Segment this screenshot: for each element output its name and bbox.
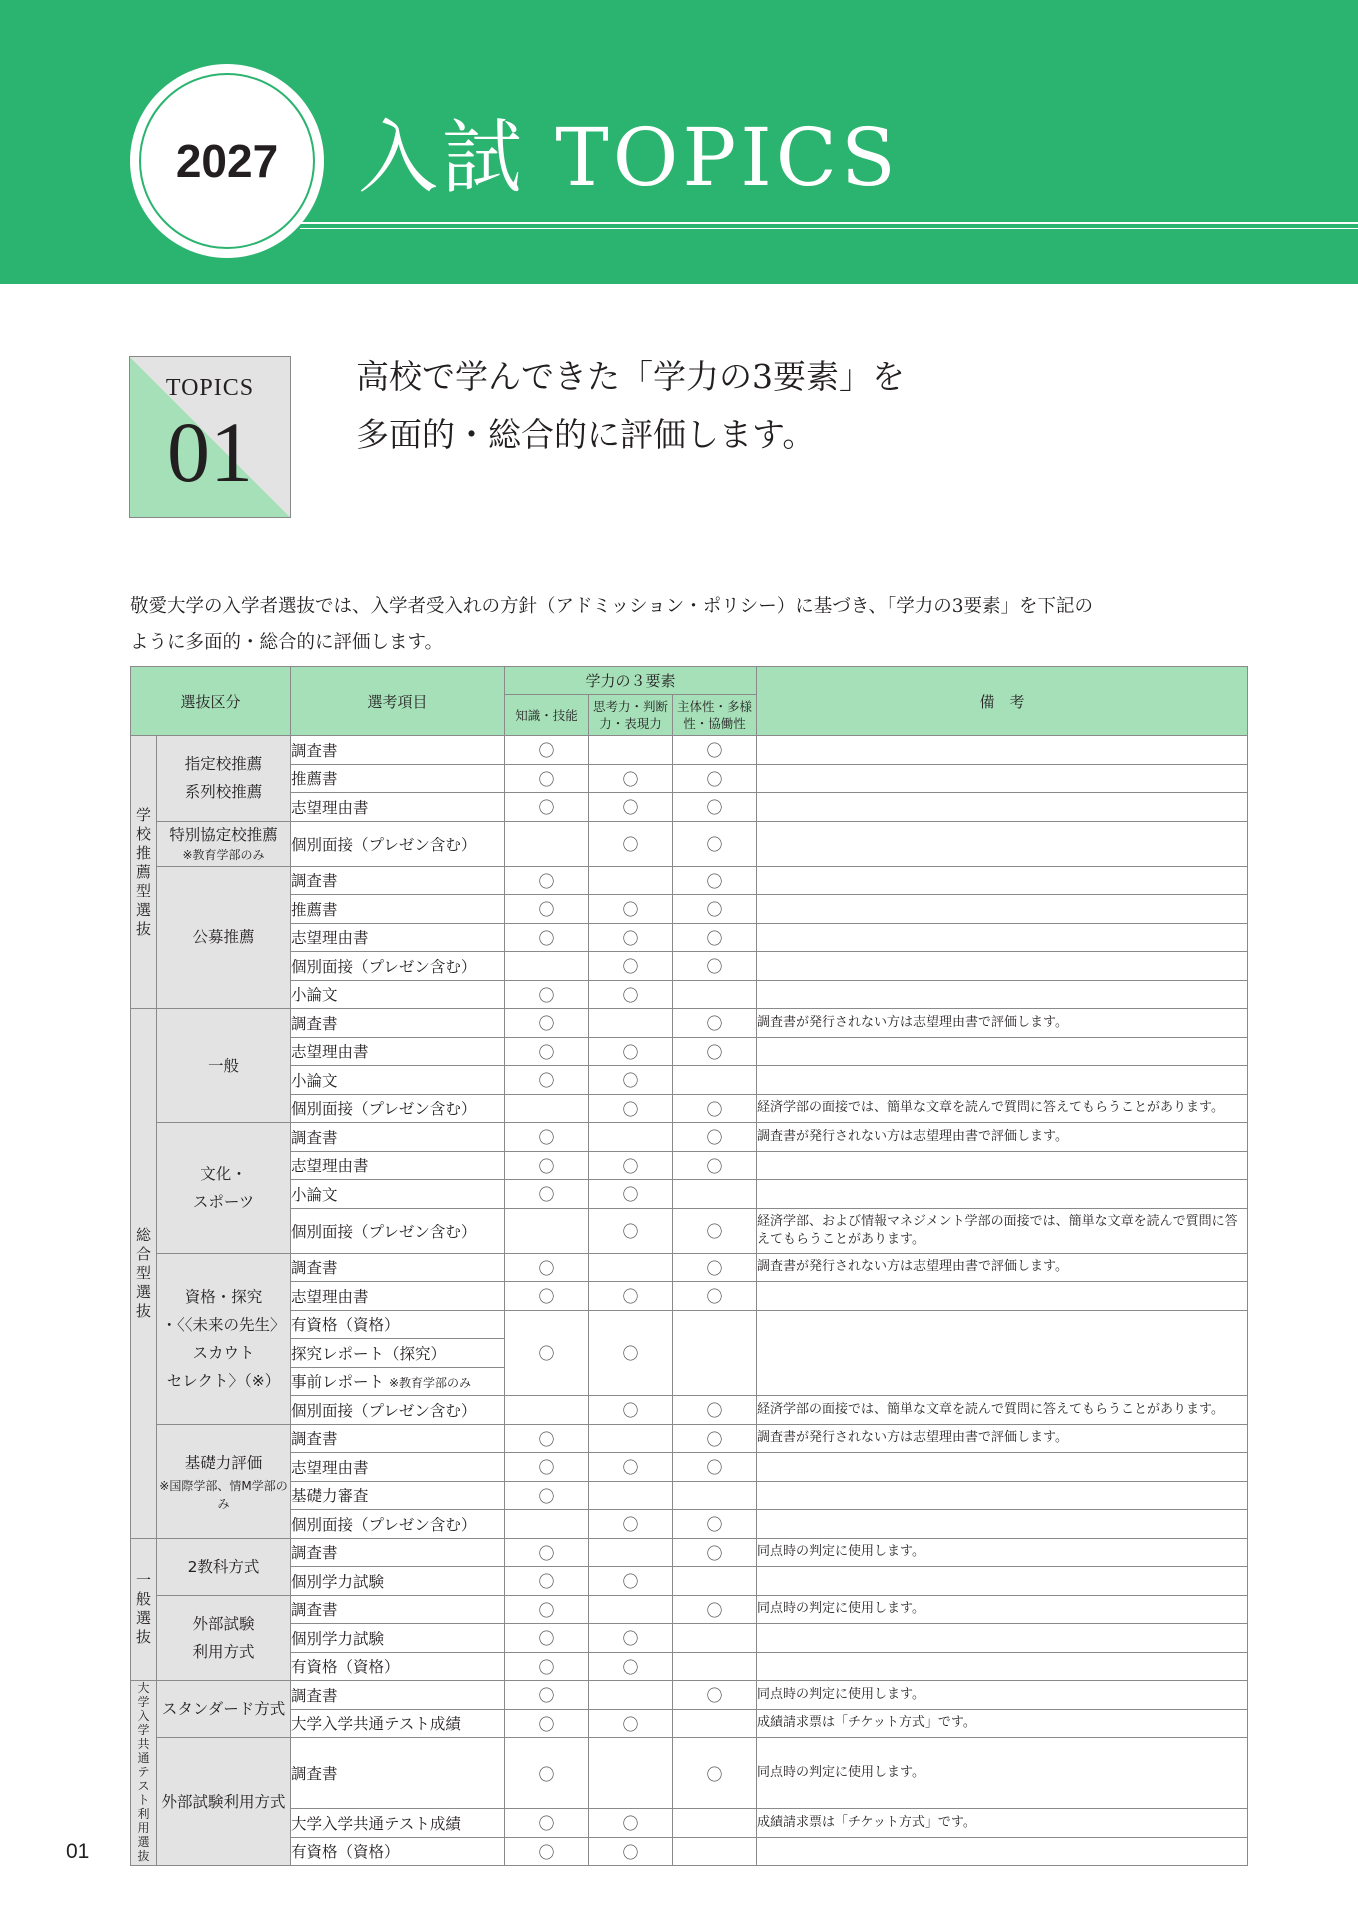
mark-initiative: 〇 — [673, 1208, 757, 1253]
mark-knowledge: 〇 — [505, 1009, 589, 1038]
mark-initiative — [673, 1481, 757, 1510]
note-cell: 経済学部の面接では、簡単な文章を読んで質問に答えてもらうことがあります。 — [757, 1094, 1248, 1123]
mark-knowledge: 〇 — [505, 1310, 589, 1396]
item-cell: 個別面接（プレゼン含む） — [291, 1094, 505, 1123]
header-rule-bottom — [300, 228, 1358, 229]
mark-initiative: 〇 — [673, 764, 757, 793]
item-cell: 有資格（資格） — [291, 1652, 505, 1681]
mark-thinking — [589, 1481, 673, 1510]
mark-knowledge: 〇 — [505, 1709, 589, 1738]
group-designated: 指定校推薦 系列校推薦 — [157, 736, 291, 822]
mark-initiative — [673, 980, 757, 1009]
mark-knowledge: 〇 — [505, 1123, 589, 1152]
item-cell: 個別面接（プレゼン含む） — [291, 1510, 505, 1539]
mark-thinking — [589, 1681, 673, 1710]
mark-initiative: 〇 — [673, 1151, 757, 1180]
mark-knowledge: 〇 — [505, 1424, 589, 1453]
note-cell: 成績請求票は「チケット方式」です。 — [757, 1709, 1248, 1738]
mark-knowledge: 〇 — [505, 1453, 589, 1482]
mark-thinking: 〇 — [589, 1282, 673, 1311]
headline-line2: 多面的・総合的に評価します。 — [356, 415, 816, 454]
header-thinking: 思考力・判断力・表現力 — [589, 695, 673, 736]
mark-thinking — [589, 1009, 673, 1038]
group-standard: スタンダード方式 — [157, 1681, 291, 1738]
item-cell: 推薦書 — [291, 895, 505, 924]
mark-thinking: 〇 — [589, 1094, 673, 1123]
item-cell: 有資格（資格） — [291, 1310, 505, 1339]
mark-knowledge: 〇 — [505, 866, 589, 895]
mark-initiative: 〇 — [673, 1009, 757, 1038]
mark-initiative: 〇 — [673, 736, 757, 765]
note-cell: 経済学部の面接では、簡単な文章を読んで質問に答えてもらうことがあります。 — [757, 1396, 1248, 1425]
note-cell: 調査書が発行されない方は志望理由書で評価します。 — [757, 1253, 1248, 1282]
mark-knowledge: 〇 — [505, 1282, 589, 1311]
page-number: 01 — [66, 1840, 90, 1863]
mark-knowledge: 〇 — [505, 1809, 589, 1838]
mark-thinking: 〇 — [589, 1151, 673, 1180]
note-cell — [757, 866, 1248, 895]
item-cell: 小論文 — [291, 980, 505, 1009]
item-cell: 志望理由書 — [291, 1037, 505, 1066]
header-category: 選抜区分 — [131, 667, 291, 736]
mark-initiative — [673, 1567, 757, 1596]
note-cell: 調査書が発行されない方は志望理由書で評価します。 — [757, 1424, 1248, 1453]
section-school: 学校推薦型選抜 — [131, 736, 157, 1009]
group-two-subject: 2教科方式 — [157, 1538, 291, 1595]
intro-line2: ように多面的・総合的に評価します。 — [130, 632, 444, 653]
year-circle-ring — [139, 73, 315, 249]
item-cell: 調査書 — [291, 1009, 505, 1038]
note-cell — [757, 1837, 1248, 1866]
mark-knowledge: 〇 — [505, 1481, 589, 1510]
mark-thinking — [589, 736, 673, 765]
mark-initiative: 〇 — [673, 1123, 757, 1152]
mark-thinking: 〇 — [589, 895, 673, 924]
group-qualification: 資格・探究 ・〈〈未来の先生〉 スカウト セレクト〉（※） — [157, 1253, 291, 1424]
topics-badge-label: TOPICS — [165, 375, 255, 401]
note-cell: 調査書が発行されない方は志望理由書で評価します。 — [757, 1123, 1248, 1152]
item-cell: 志望理由書 — [291, 1151, 505, 1180]
item-cell: 小論文 — [291, 1066, 505, 1095]
mark-thinking — [589, 1123, 673, 1152]
note-cell — [757, 793, 1248, 822]
note-cell — [757, 821, 1248, 866]
item-cell: 個別学力試験 — [291, 1567, 505, 1596]
note-cell — [757, 895, 1248, 924]
mark-thinking: 〇 — [589, 952, 673, 981]
group-public: 公募推薦 — [157, 866, 291, 1009]
mark-thinking: 〇 — [589, 1510, 673, 1539]
mark-thinking: 〇 — [589, 793, 673, 822]
mark-thinking: 〇 — [589, 1037, 673, 1066]
group-culture-sports: 文化・ スポーツ — [157, 1123, 291, 1254]
mark-thinking: 〇 — [589, 1652, 673, 1681]
mark-knowledge: 〇 — [505, 764, 589, 793]
group-special: 特別協定校推薦 ※教育学部のみ — [157, 821, 291, 866]
header-notes: 備 考 — [757, 667, 1248, 736]
mark-knowledge: 〇 — [505, 793, 589, 822]
item-cell: 調査書 — [291, 1538, 505, 1567]
mark-thinking: 〇 — [589, 1396, 673, 1425]
mark-thinking: 〇 — [589, 923, 673, 952]
mark-thinking: 〇 — [589, 980, 673, 1009]
item-cell: 推薦書 — [291, 764, 505, 793]
headline — [356, 348, 905, 464]
item-cell: 調査書 — [291, 736, 505, 765]
mark-initiative — [673, 1066, 757, 1095]
mark-initiative: 〇 — [673, 895, 757, 924]
mark-thinking: 〇 — [589, 1624, 673, 1653]
mark-thinking: 〇 — [589, 1809, 673, 1838]
item-cell: 志望理由書 — [291, 1453, 505, 1482]
mark-thinking: 〇 — [589, 1310, 673, 1396]
mark-knowledge: 〇 — [505, 1037, 589, 1066]
note-cell — [757, 1180, 1248, 1209]
mark-thinking — [589, 1738, 673, 1809]
mark-thinking: 〇 — [589, 821, 673, 866]
mark-initiative: 〇 — [673, 1453, 757, 1482]
note-cell — [757, 1510, 1248, 1539]
mark-knowledge: 〇 — [505, 1595, 589, 1624]
note-cell — [757, 952, 1248, 981]
mark-thinking: 〇 — [589, 1837, 673, 1866]
mark-knowledge: 〇 — [505, 1652, 589, 1681]
mark-knowledge: 〇 — [505, 1066, 589, 1095]
mark-initiative: 〇 — [673, 923, 757, 952]
mark-thinking: 〇 — [589, 1066, 673, 1095]
mark-initiative: 〇 — [673, 1424, 757, 1453]
note-cell — [757, 1624, 1248, 1653]
mark-thinking — [589, 1253, 673, 1282]
item-cell: 個別面接（プレゼン含む） — [291, 1208, 505, 1253]
mark-initiative — [673, 1310, 757, 1396]
header-item: 選考項目 — [291, 667, 505, 736]
mark-thinking — [589, 866, 673, 895]
mark-knowledge — [505, 1094, 589, 1123]
note-cell — [757, 1151, 1248, 1180]
mark-knowledge: 〇 — [505, 1738, 589, 1809]
mark-initiative: 〇 — [673, 1681, 757, 1710]
item-cell: 大学入学共通テスト成績 — [291, 1709, 505, 1738]
item-cell: 個別学力試験 — [291, 1624, 505, 1653]
mark-thinking: 〇 — [589, 1453, 673, 1482]
topics-badge — [129, 356, 291, 518]
mark-thinking: 〇 — [589, 1709, 673, 1738]
note-cell: 同点時の判定に使用します。 — [757, 1538, 1248, 1567]
note-cell: 経済学部、および情報マネジメント学部の面接では、簡単な文章を読んで質問に答えてもらうことがあります。 — [757, 1208, 1248, 1253]
mark-knowledge — [505, 1396, 589, 1425]
item-cell: 探究レポート（探究） — [291, 1339, 505, 1368]
mark-initiative: 〇 — [673, 1510, 757, 1539]
mark-initiative — [673, 1652, 757, 1681]
mark-initiative — [673, 1809, 757, 1838]
mark-knowledge: 〇 — [505, 1538, 589, 1567]
note-cell — [757, 923, 1248, 952]
note-cell — [757, 1481, 1248, 1510]
item-cell: 志望理由書 — [291, 1282, 505, 1311]
note-cell: 同点時の判定に使用します。 — [757, 1681, 1248, 1710]
header-initiative: 主体性・多様性・協働性 — [673, 695, 757, 736]
group-basic: 基礎力評価 ※国際学部、情M学部のみ — [157, 1424, 291, 1538]
mark-knowledge: 〇 — [505, 1253, 589, 1282]
note-cell — [757, 1652, 1248, 1681]
mark-initiative — [673, 1180, 757, 1209]
note-cell — [757, 764, 1248, 793]
item-cell: 小論文 — [291, 1180, 505, 1209]
section-general: 一般選抜 — [131, 1538, 157, 1681]
note-cell: 調査書が発行されない方は志望理由書で評価します。 — [757, 1009, 1248, 1038]
mark-knowledge: 〇 — [505, 1151, 589, 1180]
mark-knowledge: 〇 — [505, 980, 589, 1009]
item-cell: 基礎力審査 — [291, 1481, 505, 1510]
mark-initiative: 〇 — [673, 1094, 757, 1123]
item-cell: 個別面接（プレゼン含む） — [291, 952, 505, 981]
mark-knowledge — [505, 821, 589, 866]
section-common-test: 大学入学共通テスト利用選抜 — [131, 1681, 157, 1866]
page-title: 入試 TOPICS — [358, 111, 900, 204]
item-cell: 大学入学共通テスト成績 — [291, 1809, 505, 1838]
intro-line1: 敬愛大学の入学者選抜では、入学者受入れの方針（アドミッション・ポリシー）に基づき、「学力の3要素」を下記の — [130, 596, 1094, 617]
mark-initiative: 〇 — [673, 1595, 757, 1624]
mark-thinking — [589, 1538, 673, 1567]
group-external-use: 外部試験利用方式 — [157, 1738, 291, 1866]
item-cell: 調査書 — [291, 866, 505, 895]
item-cell: 志望理由書 — [291, 923, 505, 952]
mark-initiative: 〇 — [673, 1538, 757, 1567]
group-general: 一般 — [157, 1009, 291, 1123]
note-cell — [757, 1453, 1248, 1482]
note-cell: 同点時の判定に使用します。 — [757, 1595, 1248, 1624]
item-cell: 調査書 — [291, 1424, 505, 1453]
item-cell: 事前レポート ※教育学部のみ — [291, 1367, 505, 1396]
mark-knowledge: 〇 — [505, 1180, 589, 1209]
item-cell: 志望理由書 — [291, 793, 505, 822]
mark-initiative — [673, 1709, 757, 1738]
item-cell: 調査書 — [291, 1123, 505, 1152]
header-rule-top — [300, 222, 1358, 224]
item-cell: 調査書 — [291, 1681, 505, 1710]
item-cell: 個別面接（プレゼン含む） — [291, 1396, 505, 1425]
mark-knowledge: 〇 — [505, 1837, 589, 1866]
topics-badge-number: 01 — [167, 404, 253, 500]
mark-knowledge: 〇 — [505, 923, 589, 952]
note-cell — [757, 736, 1248, 765]
item-cell: 調査書 — [291, 1738, 505, 1809]
mark-knowledge: 〇 — [505, 1567, 589, 1596]
item-cell: 調査書 — [291, 1253, 505, 1282]
note-cell — [757, 1282, 1248, 1311]
mark-thinking: 〇 — [589, 1567, 673, 1596]
mark-knowledge: 〇 — [505, 895, 589, 924]
year-label: 2027 — [175, 135, 279, 187]
mark-initiative: 〇 — [673, 1282, 757, 1311]
selection-table — [130, 666, 1248, 1866]
mark-initiative — [673, 1624, 757, 1653]
mark-initiative: 〇 — [673, 1396, 757, 1425]
mark-initiative: 〇 — [673, 952, 757, 981]
headline-line1: 高校で学んできた「学力の3要素」を — [356, 357, 905, 396]
mark-thinking — [589, 1595, 673, 1624]
note-cell — [757, 1567, 1248, 1596]
note-cell — [757, 1037, 1248, 1066]
header-elements: 学力の３要素 — [505, 667, 757, 695]
item-cell: 有資格（資格） — [291, 1837, 505, 1866]
group-external: 外部試験 利用方式 — [157, 1595, 291, 1681]
mark-knowledge — [505, 1208, 589, 1253]
mark-initiative: 〇 — [673, 1037, 757, 1066]
note-cell — [757, 980, 1248, 1009]
mark-knowledge — [505, 1510, 589, 1539]
mark-initiative: 〇 — [673, 821, 757, 866]
mark-thinking: 〇 — [589, 764, 673, 793]
mark-thinking — [589, 1424, 673, 1453]
mark-knowledge: 〇 — [505, 736, 589, 765]
item-cell: 調査書 — [291, 1595, 505, 1624]
item-cell: 個別面接（プレゼン含む） — [291, 821, 505, 866]
intro-text — [130, 589, 1240, 661]
mark-knowledge: 〇 — [505, 1624, 589, 1653]
mark-knowledge — [505, 952, 589, 981]
note-cell — [757, 1066, 1248, 1095]
mark-thinking: 〇 — [589, 1208, 673, 1253]
mark-initiative: 〇 — [673, 1738, 757, 1809]
note-cell: 成績請求票は「チケット方式」です。 — [757, 1809, 1248, 1838]
section-comprehensive: 総合型選抜 — [131, 1009, 157, 1539]
mark-initiative — [673, 1837, 757, 1866]
note-cell — [757, 1310, 1248, 1396]
mark-initiative: 〇 — [673, 1253, 757, 1282]
mark-initiative: 〇 — [673, 793, 757, 822]
mark-knowledge: 〇 — [505, 1681, 589, 1710]
mark-initiative: 〇 — [673, 866, 757, 895]
header-knowledge: 知識・技能 — [505, 695, 589, 736]
note-cell: 同点時の判定に使用します。 — [757, 1738, 1248, 1809]
mark-thinking: 〇 — [589, 1180, 673, 1209]
